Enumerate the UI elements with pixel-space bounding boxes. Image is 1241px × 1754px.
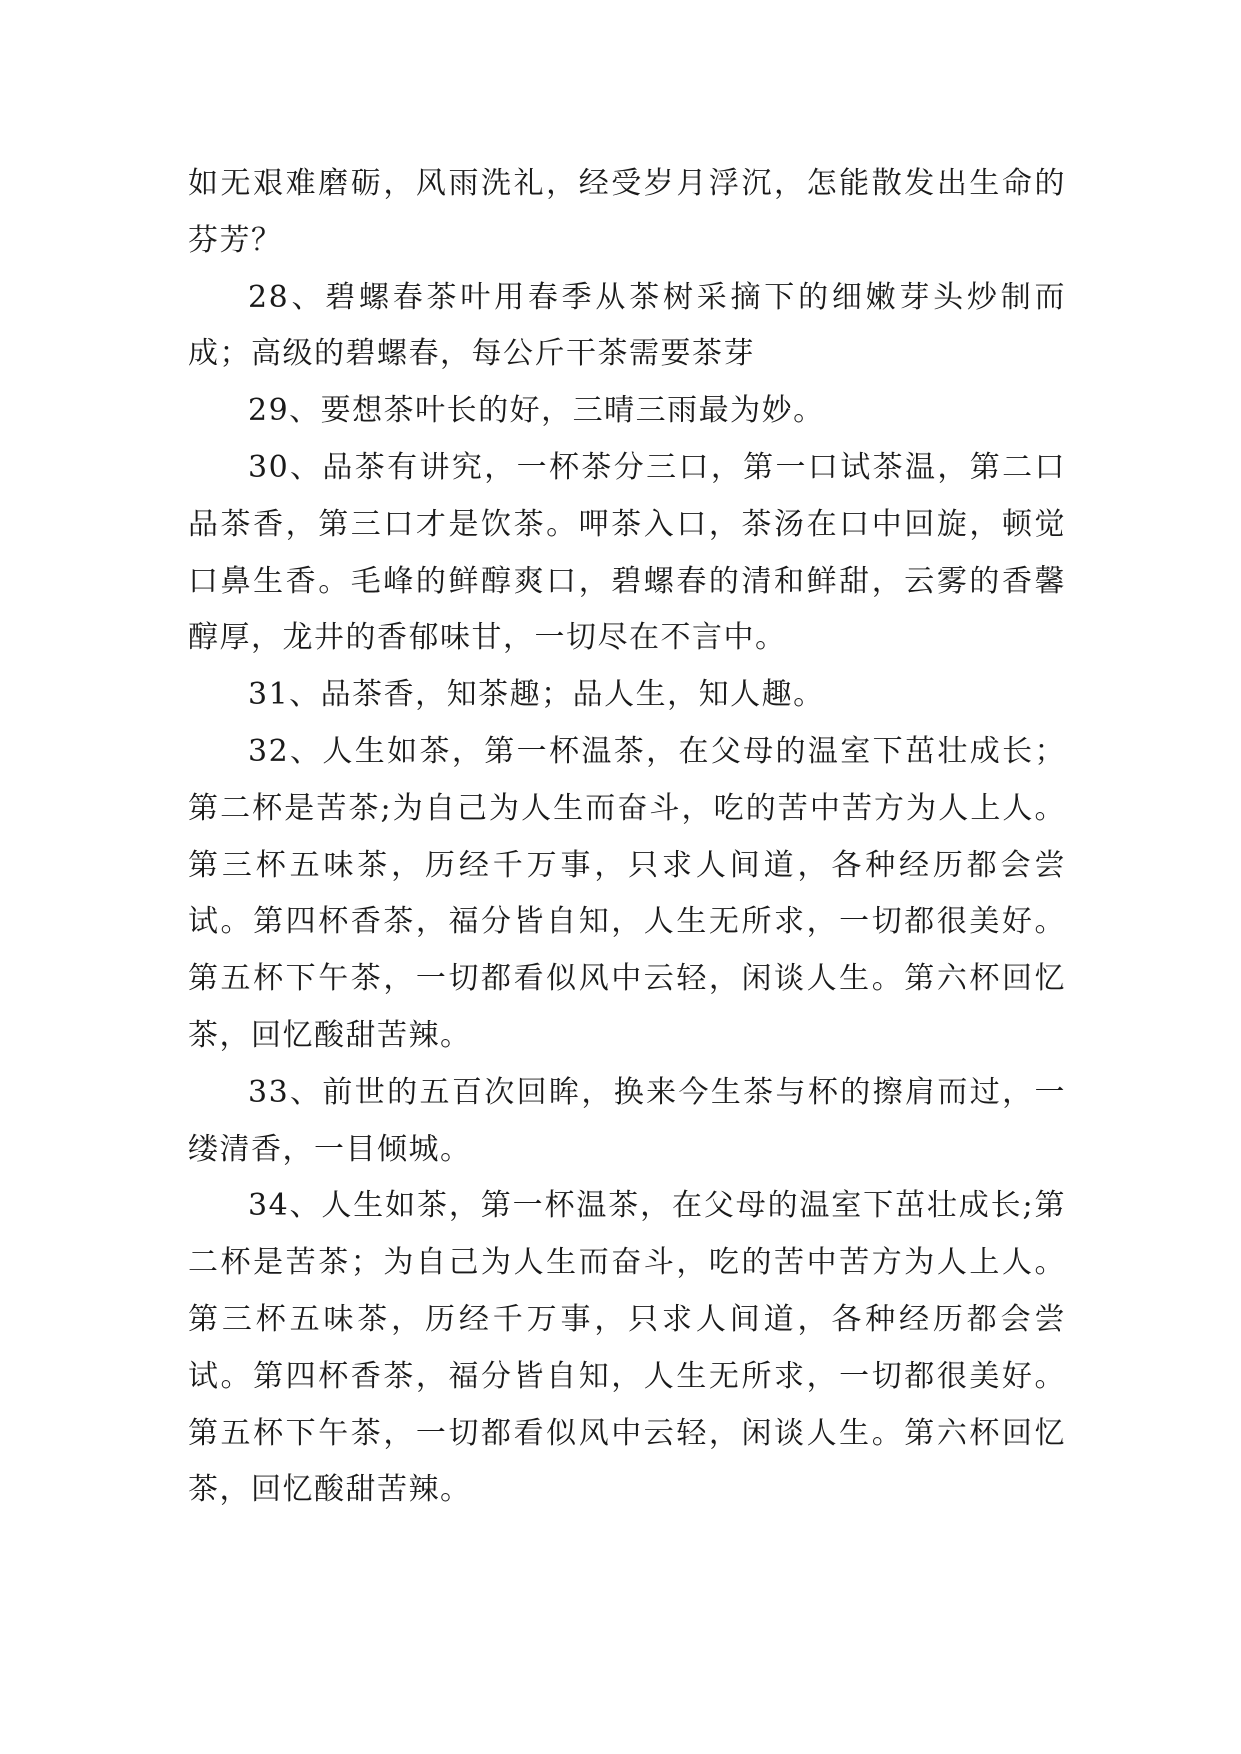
paragraph-34: 34、人生如茶，第一杯温茶，在父母的温室下茁壮成长;第二杯是苦茶；为自己为人生而奋斗，吃的苦中苦方为人上人。第三杯五味茶，历经千万事，只求人间道，各种经历都会尝试。第四杯香茶，福分皆自知，人生无所求，一切都很美好。第五杯下午茶，一切都看似风中云轻，闲谈人生。第六杯回忆茶，回忆酸甜苦辣。 bbox=[188, 1188, 1066, 1508]
paragraph-30: 30、品茶有讲究，一杯茶分三口，第一口试茶温，第二口品茶香，第三口才是饮茶。呷茶入口，茶汤在口中回旋，顿觉口鼻生香。毛峰的鲜醇爽口，碧螺春的清和鲜甜，云雾的香馨醇厚，龙井的香郁味甘，一切尽在不言中。 bbox=[188, 449, 1066, 656]
paragraph-continuation: 如无艰难磨砺，风雨洗礼，经受岁月浮沉，怎能散发出生命的芬芳？ bbox=[188, 166, 1066, 258]
paragraph-32: 32、人生如茶，第一杯温茶，在父母的温室下茁壮成长；第二杯是苦茶;为自己为人生而奋斗，吃的苦中苦方为人上人。第三杯五味茶，历经千万事，只求人间道，各种经历都会尝试。第四杯香茶，福分皆自知，人生无所求，一切都很美好。第五杯下午茶，一切都看似风中云轻，闲谈人生。第六杯回忆茶，回忆酸甜苦辣。 bbox=[188, 733, 1066, 1053]
paragraph-28: 28、碧螺春茶叶用春季从茶树采摘下的细嫩芽头炒制而成；高级的碧螺春，每公斤干茶需要茶芽 bbox=[188, 279, 1066, 372]
paragraph-29: 29、要想茶叶长的好，三晴三雨最为妙。 bbox=[248, 393, 825, 429]
paragraph-33: 33、前世的五百次回眸，换来今生茶与杯的擦肩而过，一缕清香，一目倾城。 bbox=[188, 1074, 1066, 1167]
document-body bbox=[188, 156, 1066, 1519]
paragraph-31: 31、品茶香，知茶趣；品人生，知人趣。 bbox=[248, 677, 825, 713]
